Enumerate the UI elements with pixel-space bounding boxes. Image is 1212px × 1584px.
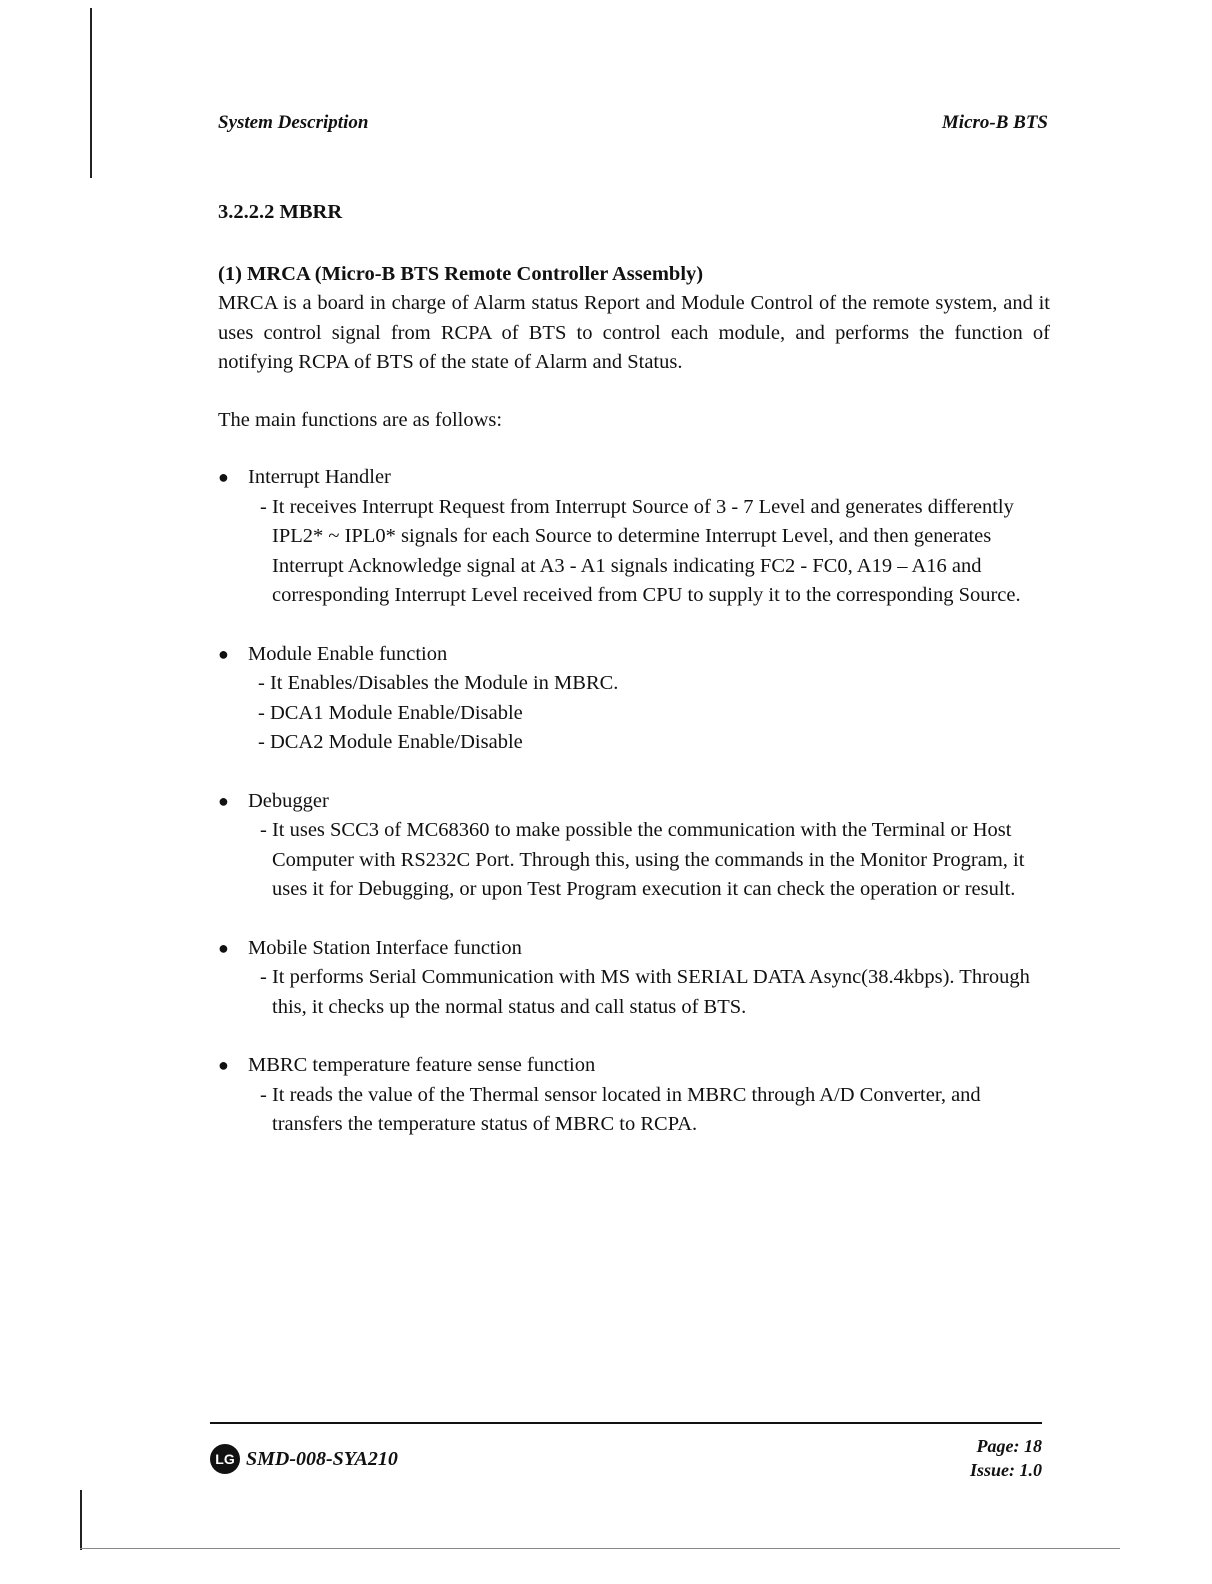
function-title: MBRC temperature feature sense function bbox=[248, 1054, 596, 1076]
bullet-icon: ● bbox=[218, 1055, 229, 1075]
function-detail: - It receives Interrupt Request from Interrupt Source of 3 - 7 Level and generates differently IPL2* ~ IPL0* signals for each Source to determine Interrupt Level, and then generates Interrupt Acknowledge signal at A3 - A1 signals indicating FC2 - FC0, A19 – A16 and corresponding Interrupt Level received from CPU to supply it to the corresponding Source. bbox=[260, 495, 1021, 606]
header-left-title: System Description bbox=[218, 112, 369, 133]
header-right-title: Micro-B BTS bbox=[941, 112, 1048, 133]
function-detail: - DCA2 Module Enable/Disable bbox=[258, 731, 523, 753]
bullet-icon: ● bbox=[218, 467, 229, 487]
bullet-icon: ● bbox=[218, 937, 229, 958]
function-detail: - It Enables/Disables the Module in MBRC. bbox=[258, 672, 619, 694]
footer-rule bbox=[210, 1422, 1042, 1424]
functions-intro: The main functions are as follows: bbox=[218, 408, 503, 431]
function-detail: - It performs Serial Communication with MS with SERIAL DATA Async(38.4kbps). Through this, it checks up the normal status and call status of BTS. bbox=[260, 966, 1030, 1018]
function-detail: - It reads the value of the Thermal sensor located in MBRC through A/D Converter, and transfers the temperature status of MBRC to RCPA. bbox=[260, 1083, 981, 1135]
issue-number: Issue: 1.0 bbox=[969, 1460, 1042, 1480]
function-item bbox=[218, 787, 1050, 905]
scan-edge-left-bottom bbox=[80, 1490, 82, 1550]
bullet-icon: ● bbox=[218, 790, 229, 811]
page-number: Page: 18 bbox=[976, 1436, 1042, 1456]
page-footer bbox=[210, 1422, 1042, 1482]
function-detail: - DCA1 Module Enable/Disable bbox=[258, 701, 523, 724]
function-title: Debugger bbox=[248, 789, 329, 812]
function-item bbox=[218, 934, 1050, 1023]
page-content bbox=[218, 198, 1050, 1169]
function-item bbox=[218, 463, 1050, 611]
function-detail: - It uses SCC3 of MC68360 to make possible the communication with the Terminal or Host Computer with RS232C Port. Through this, using the commands in the Monitor Program, it uses it for Debugging, or upon Test Program execution it can check the operation or result. bbox=[260, 819, 1025, 900]
functions-list bbox=[218, 463, 1050, 1140]
function-title: Interrupt Handler bbox=[248, 466, 391, 488]
lg-logo-icon: LG bbox=[210, 1444, 240, 1474]
scan-edge-left bbox=[90, 8, 92, 178]
function-title: Mobile Station Interface function bbox=[248, 936, 522, 959]
doc-id-block bbox=[210, 1444, 398, 1474]
section-description: MRCA is a board in charge of Alarm status Report and Module Control of the remote system, and it uses control signal from RCPA of BTS to control each module, and performs the function of notifying RCPA of BTS of the state of Alarm and Status. bbox=[218, 292, 1050, 373]
scan-edge-bottom bbox=[80, 1548, 1120, 1549]
bullet-icon: ● bbox=[218, 643, 229, 664]
document-id: SMD-008-SYA210 bbox=[246, 1447, 398, 1470]
section-number-title: 3.2.2.2 MBRR bbox=[218, 201, 343, 223]
function-item bbox=[218, 640, 1050, 758]
function-item bbox=[218, 1051, 1050, 1140]
page-meta bbox=[970, 1434, 1042, 1482]
running-header bbox=[218, 112, 1048, 134]
footer-row bbox=[210, 1434, 1042, 1482]
section-subtitle: (1) MRCA (Micro-B BTS Remote Controller Assembly) bbox=[218, 262, 704, 285]
function-title: Module Enable function bbox=[248, 642, 448, 665]
